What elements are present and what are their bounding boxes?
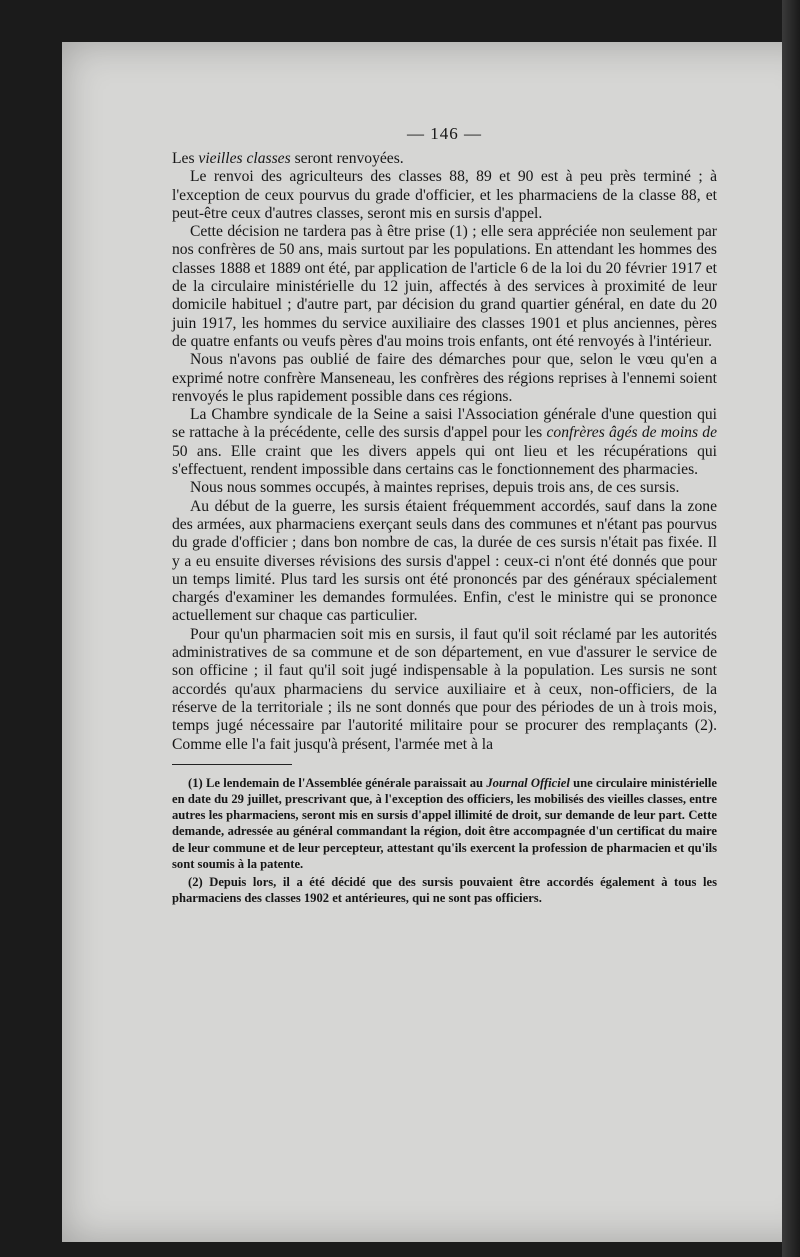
book-page: [62, 42, 800, 1242]
footnote: (2) Depuis lors, il a été décidé que des sursis pouvaient être accordés également à tous les pharmaciens des classes 1902 et antérieures, qui ne sont pas officiers.: [172, 875, 717, 906]
paragraph: Le renvoi des agriculteurs des classes 88, 89 et 90 est à peu près terminé ; à l'exception de ceux pourvus du grade d'officier, et les pharmaciens de la classe 88, et peut-être ceux d'autres classes, seront mis en sursis d'appel.: [172, 168, 717, 222]
paragraph: Nous n'avons pas oublié de faire des démarches pour que, selon le vœu qu'en a exprimé notre confrère Manseneau, les confrères des régions reprises à l'ennemi soient renvoyés le plus rapidement possible dans ces régions.: [172, 351, 717, 405]
paragraph: Les vieilles classes seront renvoyées.: [172, 150, 404, 167]
paragraph: La Chambre syndicale de la Seine a saisi l'Association générale d'une question qui se rattache à la précédente, celle des sursis d'appel pour les confrères âgés de moins de 50 ans. Elle craint que les divers appels qui ont lieu et les récupérations qui s'effectuent, rendent impossible dans certains cas le fonctionnement des pharmacies.: [172, 406, 717, 479]
page-number: — 146 —: [407, 124, 482, 143]
paragraph: Pour qu'un pharmacien soit mis en sursis, il faut qu'il soit réclamé par les autorités administratives de sa commune et de son département, en vue d'assurer le service de son officine ; il faut qu'il soit jugé indispensable à la population. Les sursis ne sont accordés qu'aux pharmaciens du service auxiliaire et à ceux, non-officiers, de la réserve de la territoriale ; ils ne sont donnés que pour des périodes de un à trois mois, temps jugé nécessaire par l'autorité militaire pour se procurer des remplaçants (2). Comme elle l'a fait jusqu'à présent, l'armée met à la: [172, 625, 717, 753]
page-content: [172, 124, 717, 906]
paragraph: Cette décision ne tardera pas à être prise (1) ; elle sera appréciée non seulement par nos confrères de 50 ans, mais surtout par les populations. En attendant les hommes des classes 1888 et 1889 ont été, par application de l'article 6 de la loi du 20 février 1917 et de la circulaire ministérielle du 12 juin, affectés à des services à proximité de leur domicile habituel ; d'autre part, par décision du grand quartier général, en date du 20 juin 1917, les hommes du service auxiliaire des classes 1901 et plus anciennes, pères de quatre enfants ou veufs pères d'au moins trois enfants, ont été renvoyés à l'intérieur.: [172, 223, 717, 350]
page-edge: [782, 0, 800, 1257]
body-text: [172, 150, 717, 754]
footnotes: [172, 775, 717, 907]
paragraph: Au début de la guerre, les sursis étaient fréquemment accordés, sauf dans la zone des armées, aux pharmaciens exerçant seuls dans des communes et n'étant pas pourvus du grade d'officier ; dans bon nombre de cas, la durée de ces sursis n'était pas fixée. Il y a eu ensuite diverses révisions des sursis d'appel : ceux-ci n'ont été donnés que pour un temps limité. Plus tard les sursis ont été prononcés par des généraux spécialement chargés d'examiner les demandes formulées. Enfin, c'est le ministre qui se prononce actuellement sur chaque cas particulier.: [172, 497, 717, 625]
paragraph: Nous nous sommes occupés, à maintes reprises, depuis trois ans, de ces sursis.: [190, 479, 680, 497]
footnote-separator: [172, 764, 292, 765]
footnote: (1) Le lendemain de l'Assemblée générale paraissait au Journal Officiel une circulaire ministérielle en date du 29 juillet, prescrivant que, à l'exception des officiers, les mobilisés des vieilles classes, entre autres les pharmaciens, seront mis en sursis d'appel illimité de droit, sur demande de leur part. Cette demande, adressée au général commandant la région, doit être accompagnée d'un certificat du maire de leur commune et de leur percepteur, attestant qu'ils exercent la profession de pharmacien et qu'ils sont soumis à la patente.: [172, 775, 717, 871]
